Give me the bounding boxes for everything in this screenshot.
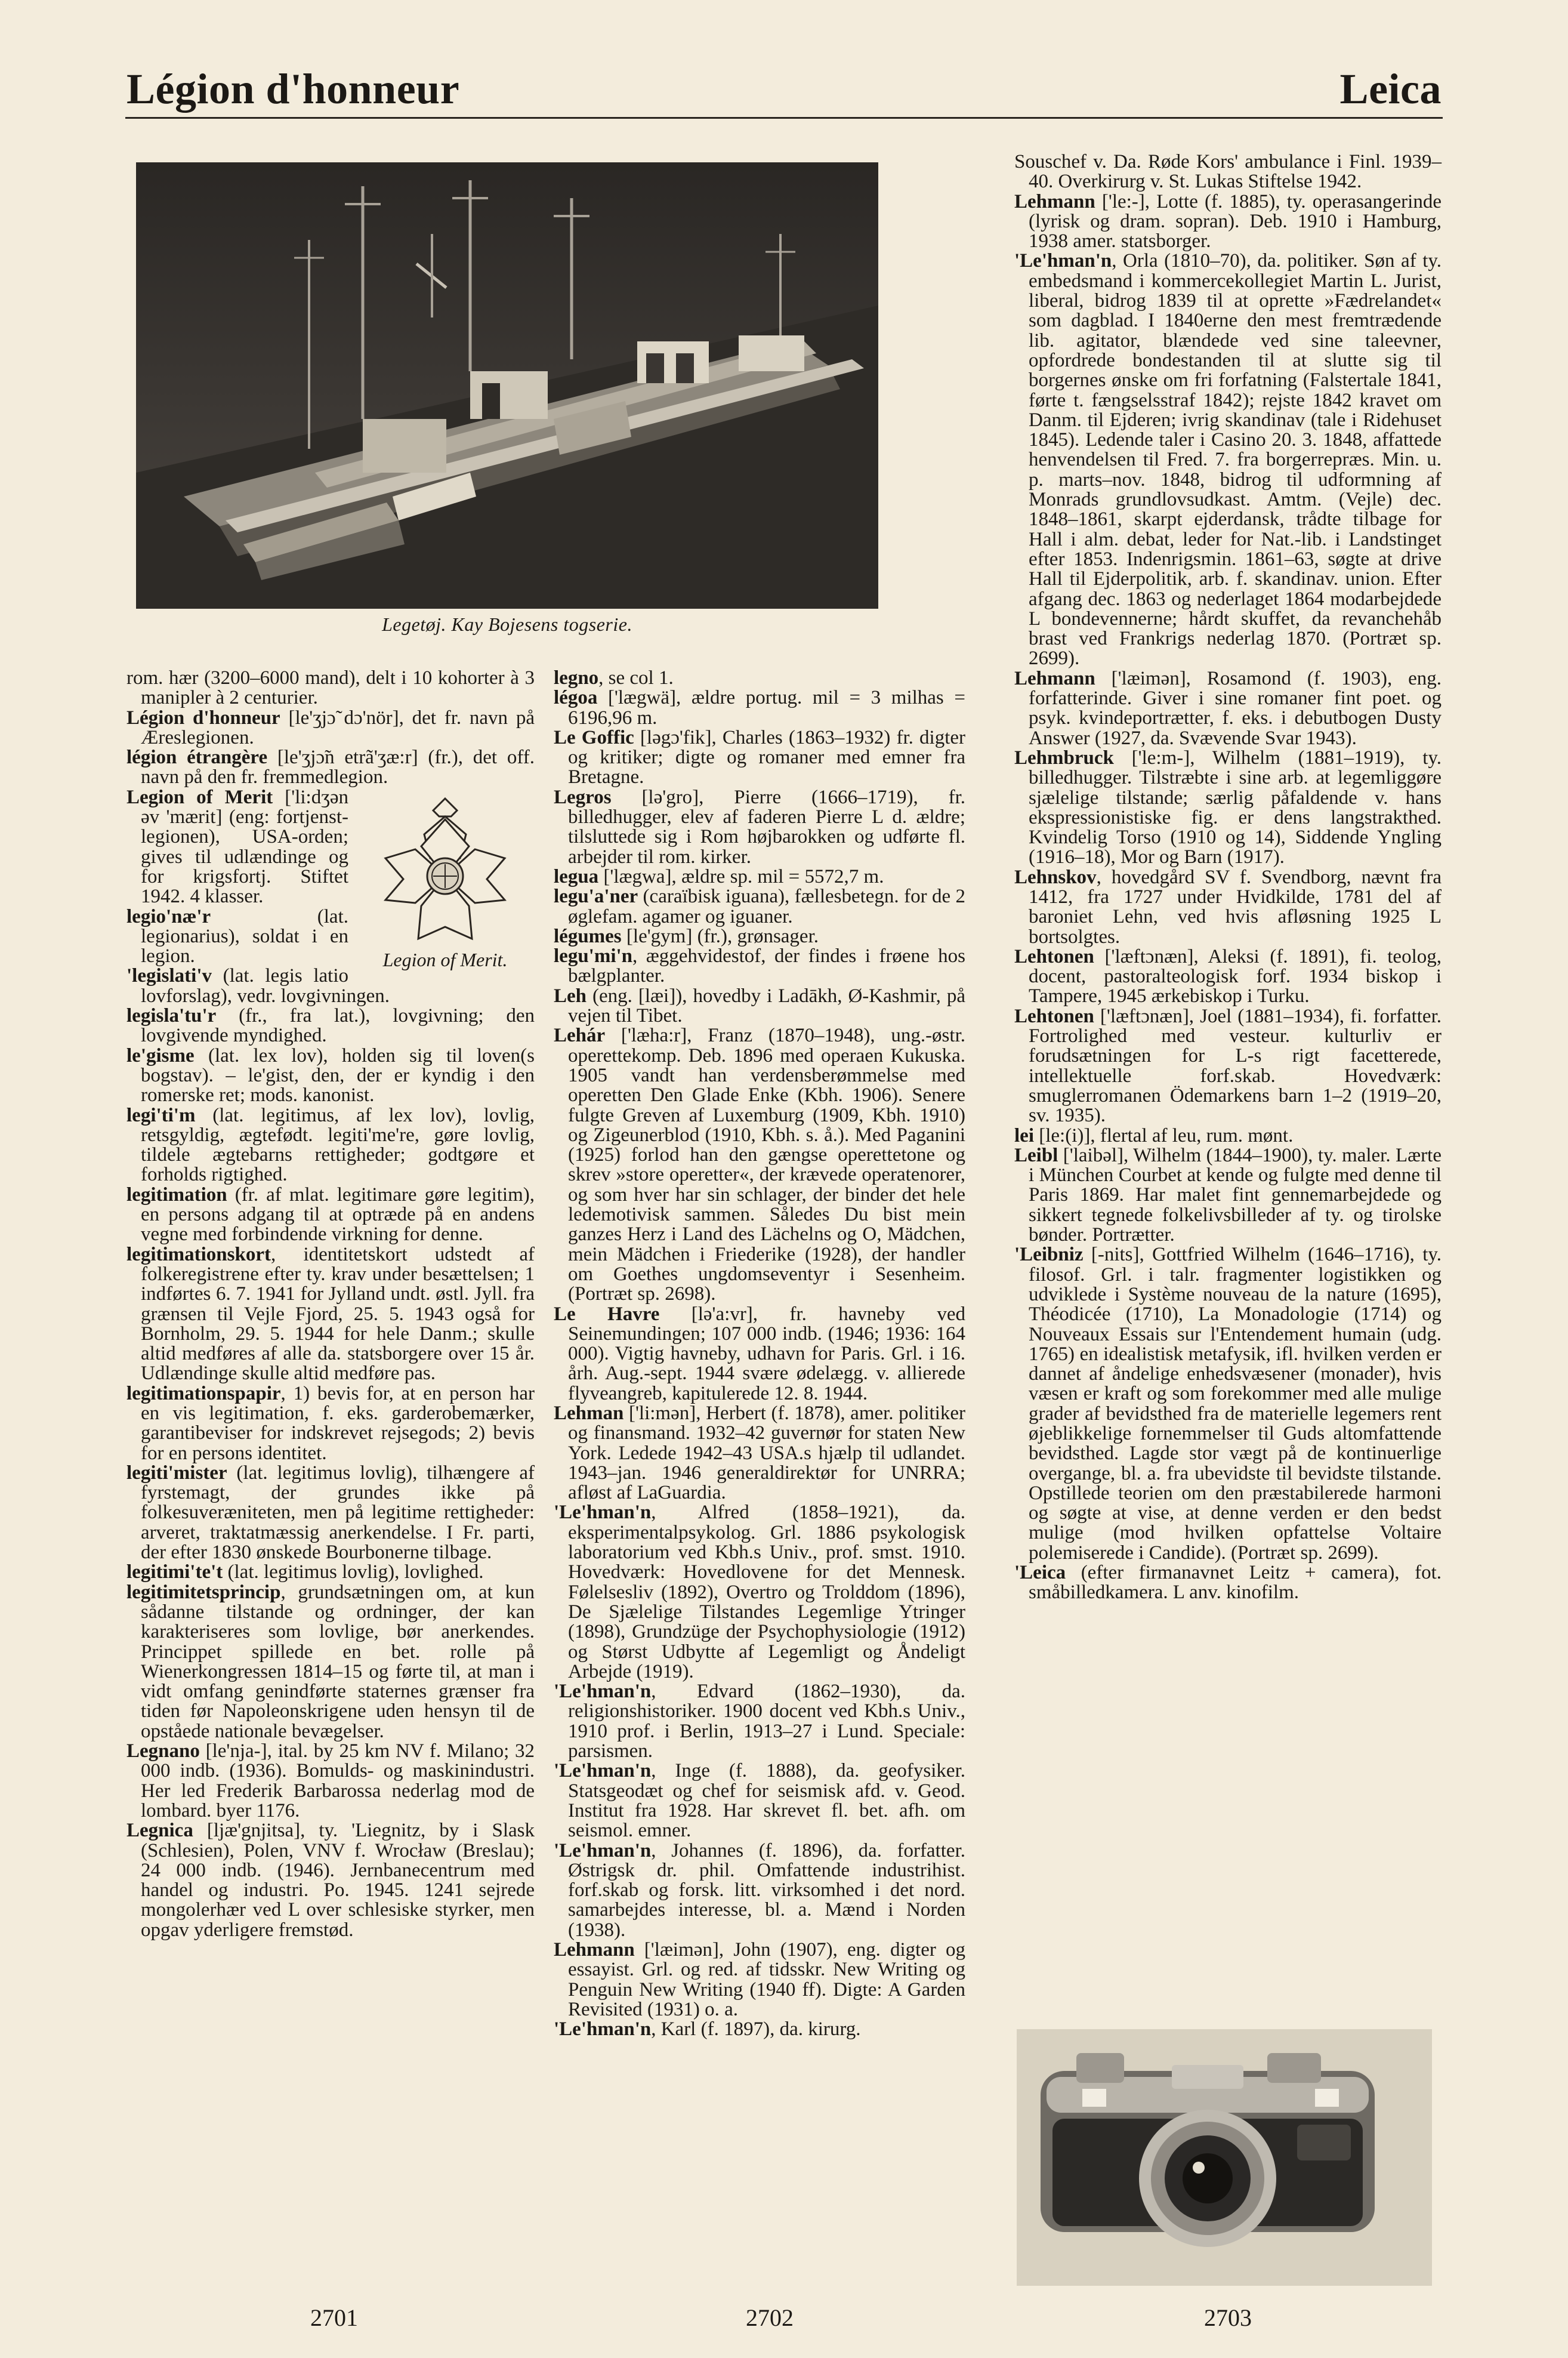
entry: Le Goffic [ləgɔ'fik], Charles (1863–1932) fr. digter og kritiker; digte og romaner med emner fra Bretagne. (554, 726, 965, 788)
toy-train-photo (136, 162, 878, 609)
entry: Lehmann ['læimən], Rosamond (f. 1903), eng. forfatterinde. Giver i sine romaner fint poet. og psyk. kvindeportrætter, f. eks. i debutbogen Dusty Answer (1927, da. Svævende Svar 1943). (1014, 667, 1442, 749)
entry: legitimationspapir, 1) bevis for, at en person har en vis legitimation, f. eks. garderobemærker, garantibeviser for indskrevet rejsegods; 2) bevis for en persons identitet. (126, 1382, 535, 1464)
entry: legisla'tu'r (fr., fra lat.), lovgivning; den lovgivende myndighed. (126, 1005, 535, 1047)
leica-camera-photo (1017, 2029, 1432, 2286)
entry: Lehmbruck ['le:m-], Wilhelm (1881–1919), ty. billedhugger. Tilstræbte i sine arb. at legemliggøre sjælelige tilstande; særlig påfaldende v. hans ekspressionistiske fig. er dens langstrakthed. Kvindelig Torso (1910 og 14), Siddende Yngling (1916–18), Mor og Barn (1917). (1014, 747, 1442, 868)
entry: Lehtonen ['læftɔnæn], Aleksi (f. 1891), fi. teolog, docent, pastoralteologisk forf. 1934 biskop i Tampere, 1945 ærkebiskop i Turku. (1014, 945, 1442, 1007)
entry: 'Le'hman'n, Orla (1810–70), da. politiker. Søn af ty. embedsmand i kommercekollegiet Martin L. Jurist, liberal, bidrog 1839 til at oprette »Fædrelandet« som dagblad. I 1840erne den mest fremtrædende lib. agitator, blændede ved sine taleevner, opfordrede bondestanden til at slutte sig til borgernes ønske om fri forfatning (Falstertale 1841, førte t. fængselsstraf 1842); rejste 1842 kravet om Danm. til Ejderen; ivrig skandinav (tale i Ridehuset 1845). Ledende taler i Casino 20. 3. 1848, affattede henvendelsen til Fred. 7. fra borgerrepræs. Min. u. p. marts–nov. 1848, bidrog til udformning af Monrads grundlovsudkast. Amtm. (Vejle) dec. 1848–1861, skarpt ejderdansk, trådte tilbage for Hall i alm. debat, leder for Nat.-lib. i Landstinget efter 1853. Indenrigsmin. 1861–63, søgte at drive Hall til Ejderpolitik, arb. f. skandinav. union. Efter afgang dec. 1863 og nederlaget 1864 modarbejdede L bondevennerne; hårdt skuffet, da revanchehåb brast ved Frankrigs nederlag 1870. (Portræt sp. 2699). (1014, 250, 1442, 670)
entry: lei [le:(i)], flertal af leu, rum. mønt. (1014, 1124, 1294, 1146)
entry: 'Leica (efter firmanavnet Leitz + camera), fot. småbilledkamera. L anv. kinofilm. (1014, 1562, 1442, 1604)
page-number: 2701 (310, 2304, 358, 2331)
entry: Le Havre [lə'a:vr], fr. havneby ved Seinemundingen; 107 000 indb. (1946; 1936: 164 000). Vigtig havneby, udhavn for Paris. Grl. i 16. årh. Aug.-sept. 1944 svære ødelægg. v. allierede flyveangreb, kapitulerede 12. 8. 1944. (554, 1303, 965, 1404)
entry: Legion of Merit ['li:dʒən əv 'mærit] (eng: fortjenst-legionen), USA-orden; gives til udlændinge og for krigsfortj. Stiftet 1942. 4 klasser. (126, 786, 348, 908)
entry: rom. hær (3200–6000 mand), delt i 10 kohorter à 3 manipler à 2 centurier. (126, 667, 535, 709)
entry: legitimitetsprincip, grundsætningen om, at kun sådanne tilstande og ordninger, der kan karakteriseres som lovlige, bør anerkendes. Princippet spillede en bet. rolle på Wienerkongressen 1814–15 og førte til, at man i vidt omfang genindførte staternes grænser fra tiden før Napoleonskrigene uden hensyn til de opståede nationale bevægelser. (126, 1581, 535, 1742)
column-1 (126, 668, 535, 1940)
entry: 'Le'hman'n, Alfred (1858–1921), da. eksperimentalpsykolog. Grl. 1886 psykologisk laboratorium ved Kbh.s Univ., prof. smst. 1910. Hovedværk: Hovedlovene for det Mennesk. Følelsesliv (1892), Overtro og Trolddom (1896), De Sjælelige Tilstandes Legemlige Ytringer (1898), Grundzüge der Psychophysiologie (1912) og Størst Udbytte af Legemligt og Åndeligt Arbejde (1919). (554, 1502, 965, 1682)
entry: 'legislati'v (lat. legis latio lovforslag), vedr. lovgivningen. (126, 965, 390, 1007)
entry: Leh (eng. [læi]), hovedby i Ladākh, Ø-Kashmir, på vejen til Tibet. (554, 985, 965, 1027)
page-number: 2702 (746, 2304, 794, 2331)
entry: Legros [lə'gro], Pierre (1666–1719), fr. billedhugger, elev af faderen Pierre L d. ældre; tilsluttede sig i Rom højbarokken og udførte fl. arbejder til rom. kirker. (554, 786, 965, 868)
page-number: 2703 (1204, 2304, 1252, 2331)
entry: legitimationskort, identitetskort udstedt af folkeregistrene efter ty. krav under besættelsen; 1 indførtes 6. 7. 1941 for Jylland undt. østl. Jyll. fra grænsen til Vejle Fjord, 25. 5. 1943 også for Bornholm, 29. 5. 1944 for hele Danm.; skulle altid medføres af alle da. statsborgere over 15 år. Udlændinge skulle altid medføre pas. (126, 1243, 535, 1385)
entry: légoa ['lægwä], ældre portug. mil = 3 milhas = 6196,96 m. (554, 687, 965, 729)
column-3 (1014, 152, 1442, 1603)
entry: Leibl ['laibəl], Wilhelm (1844–1900), ty. maler. Lærte i München Courbet at kende og fulgte med denne til Paris 1869. Har malet fint gennemarbejdede og sikkert tegnede folkelivsbilleder af ty. og tirolske bønder. Portrætter. (1014, 1144, 1442, 1246)
medal-caption: Legion of Merit. (382, 948, 508, 970)
entry: legu'mi'n, æggehvidestof, der findes i frøene hos bælgplanter. (554, 945, 965, 987)
entry: legua ['lægwa], ældre sp. mil = 5572,7 m. (554, 865, 884, 887)
entry: légion étrangère [le'ʒjɔ̃n etrã'ʒæ:r] (fr.), det off. navn på den fr. fremmedlegion. (126, 747, 535, 788)
entry: Lehnskov, hovedgård SV f. Svendborg, nævnt fra 1412, fra 1727 under Hvidkilde, 1781 del af baroniet Lehn, ved hvis afløsning 1925 L bortsolgtes. (1014, 866, 1442, 948)
running-head-left: Légion d'honneur (126, 65, 460, 113)
legion-of-merit-figure (356, 793, 535, 972)
entry: legno, se col 1. (554, 667, 674, 689)
entry: 'Le'hman'n, Inge (f. 1888), da. geofysiker. Statsgeodæt og chef for seismisk afd. v. Geod. Institut fra 1928. Har skrevet fl. bet. afh. om seismol. emner. (554, 1760, 965, 1842)
entry: 'Le'hman'n, Edvard (1862–1930), da. religionshistoriker. 1900 docent ved Kbh.s Univ., 1910 prof. i Berlin, 1913–27 i Lund. Speciale: parsismen. (554, 1681, 965, 1762)
entry: Lehman ['li:mən], Herbert (f. 1878), amer. politiker og finansmand. 1932–42 guvernør for staten New York. Ledede 1942–43 USA.s hjælp til udlandet. 1943–jan. 1946 generaldirektør for UNRRA; afløst af LaGuardia. (554, 1402, 965, 1504)
entry: legu'a'ner (caraïbisk iguana), fællesbetegn. for de 2 øglefam. agamer og iguaner. (554, 886, 965, 927)
entry: Legnano [le'nja-], ital. by 25 km NV f. Milano; 32 000 indb. (1936). Bomulds- og maskinindustri. Her led Frederik Barbarossa nederlag mod de lombard. byer 1176. (126, 1740, 535, 1821)
entry: Légion d'honneur [le'ʒjɔ̃ dɔ'nör], det fr. navn på Æreslegionen. (126, 707, 535, 748)
entry: 'Le'hman'n, Karl (f. 1897), da. kirurg. (554, 2018, 861, 2040)
entry: légumes [le'gym] (fr.), grønsager. (554, 925, 819, 947)
top-photo-caption: Legetøj. Kay Bojesens togserie. (382, 614, 632, 635)
entry: Lehár ['læha:r], Franz (1870–1948), ung.-østr. operettekomp. Deb. 1896 med operaen Kukuska. 1905 vandt han verdensberømmelse med operetten Den Glade Enke (Kbh. 1906). Senere fulgte Greven af Luxemburg (1909, Kbh. 1910) og Zigeunerblod (1910, Kbh. s. å.). Med Paganini (1925) forlod han den gængse operettetone og skrev »store operetter«, der krævede operatenorer, og som hver har sin schlager, der binder det hele ledemotivisk sammen. Således Du bist mein ganzes Herz i Land des Lächelns og O, Mädchen, mein Mädchen i Friederike (1928), der handler om Goethes ungdomseventyr i Sesenheim. (Portræt sp. 2698). (554, 1025, 965, 1305)
entry: 'Leibniz [-nits], Gottfried Wilhelm (1646–1716), ty. filosof. Grl. i talr. fragmenter logistikken og udviklede i Système nouveau de la nature (1695), Théodicée (1710), La Monadologie (1714) og Nouveaux Essais sur l'Entendement humain (udg. 1765) en idealistisk metafysik, ifl. hvilken verden er dannet af åndelige enhedsvæsener (monader), hvis væsen er kraft og som forekommer med alle mulige grader af bevidsthed fra de materielle legemers rent øjeblikkelige fornemmelser til Guds altomfattende bevidsthed. Lagde stor vægt på de kontinuerlige overgange, bl. a. fra ubevidste til bevidste tilstande. Opstillede teorien om den præstabilerede harmoni og søgte at vise, at denne verden er den bedst mulige (mod hvilken opfattelse Voltaire polemiserede i Candide). (Portræt sp. 2699). (1014, 1244, 1442, 1564)
entry: legitimation (fr. af mlat. legitimare gøre legitim), en persons adgang til at optræde på en andens vegne med forbindende virkning for denne. (126, 1183, 535, 1246)
entry: Lehmann ['le:-], Lotte (f. 1885), ty. operasangerinde (lyrisk og dram. sopran). Deb. 1910 i Hamburg, 1938 amer. statsborger. (1014, 190, 1442, 252)
legion-of-merit-medal (362, 793, 529, 948)
column-2 (554, 668, 965, 2039)
entry: le'gisme (lat. lex lov), holden sig til loven(s bogstav). – le'gist, den, der er kyndig i den romerske ret; mods. kanonist. (126, 1044, 535, 1106)
entry: 'Le'hman'n, Johannes (f. 1896), da. forfatter. Østrigsk dr. phil. Omfattende industrihist. forf.skab og forsk. litt. virksomhed i det nord. samarbejdes interesse, bl. a. Mænd i Norden (1938). (554, 1839, 965, 1941)
entry: Lehmann ['læimən], John (1907), eng. digter og essayist. Grl. og red. af tidsskr. New Writing og Penguin New Writing (1940 ff). Digte: A Garden Revisited (1931) o. a. (554, 1939, 965, 2020)
running-head-right: Leica (1339, 65, 1442, 113)
entry: Legnica [ljæ'gnjitsa], ty. 'Liegnitz, by i Slask (Schlesien), Polen, VNV f. Wrocław (Breslau); 24 000 indb. (1946). Jernbanecentrum med handel og industri. Po. 1945. 1241 sejrede mongolerhær ved L over schlesiske styrker, men opgav yderligere fremstød. (126, 1820, 535, 1941)
entry: Lehtonen ['læftɔnæn], Joel (1881–1934), fi. forfatter. Fortrolighed med vesteur. kulturliv er forudsætningen for L-s rigt facetterede, intellektuelle forf.skab. Hovedværk: smuglerromanen Ödemarkens barn 1–2 (1919–20, sv. 1935). (1014, 1005, 1442, 1127)
header-rule (125, 117, 1443, 119)
entry: legi'ti'm (lat. legitimus, af lex lov), lovlig, retsgyldig, ægtefødt. legiti'me're, gøre lovlig, tildele ægtebarns rettigheder; godtgøre et forholds rigtighed. (126, 1104, 535, 1186)
entry: legio'næ'r (lat. legionarius), soldat i en legion. (126, 905, 348, 967)
entry: legitimi'te't (lat. legitimus lovlig), lovlighed. (126, 1561, 484, 1583)
entry: legiti'mister (lat. legitimus lovlig), tilhængere af fyrstemagt, der grundes ikke på folkesuveræniteten, men på legitime rettigheder: arveret, traktatmæssig anerkendelse. I Fr. parti, der efter 1830 ønskede Bourbonerne tilbage. (126, 1462, 535, 1564)
entry: Souschef v. Da. Røde Kors' ambulance i Finl. 1939–40. Overkirurg v. St. Lukas Stiftelse 1942. (1014, 151, 1442, 193)
